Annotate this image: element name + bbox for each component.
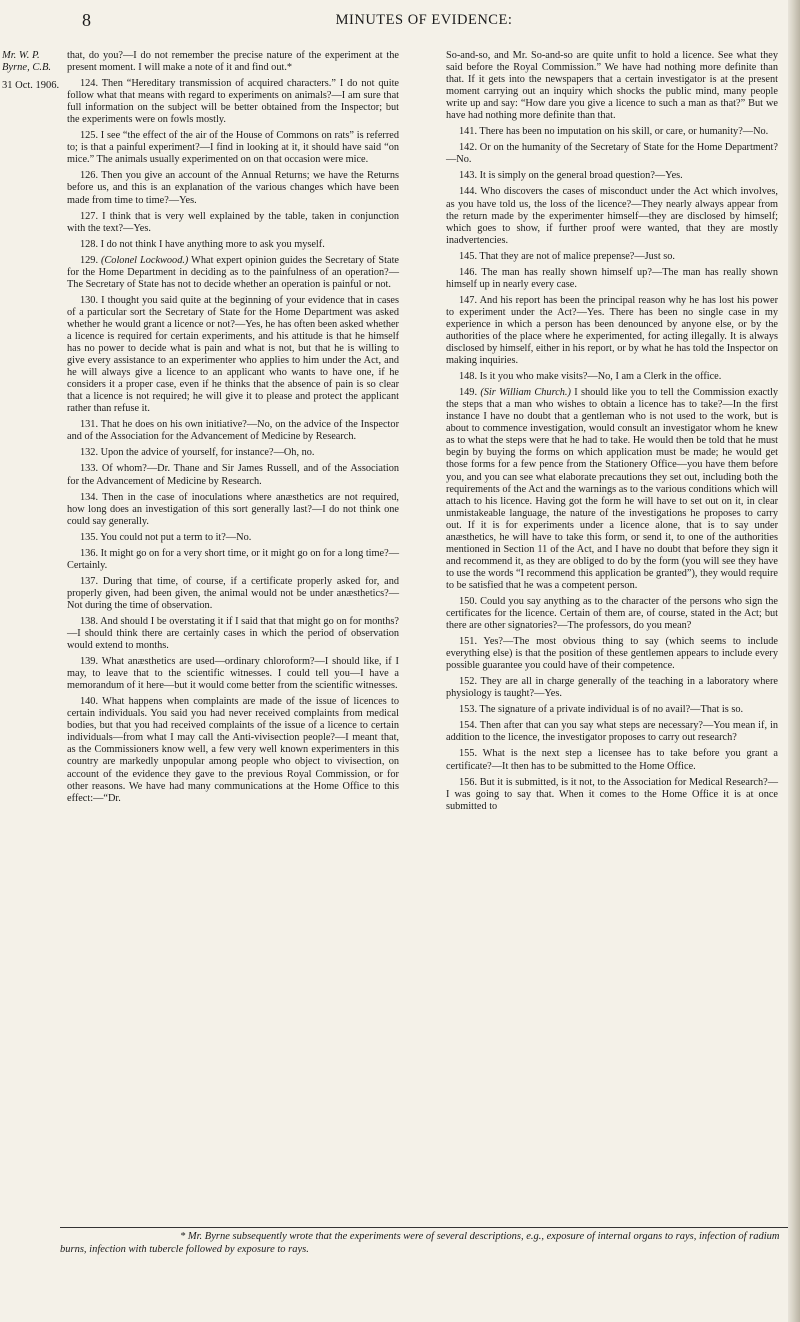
paragraph [67,239,399,251]
paragraph [446,126,778,138]
paragraph-text: What expert opinion guides the Secretary of State for the Home Department in deciding as to the painfulness of an operation?—The Secretary of State has not to decide whether an operation is painful or not. [67,254,399,290]
paragraph-text: 153. The signature of a private individual is of no avail?—That is so. [459,704,744,716]
paragraph [67,463,399,487]
speaker-name: (Colonel Lockwood.) [101,254,189,266]
paragraph [446,186,778,246]
question-number: 149. [459,387,481,399]
paragraph-text: 140. What happens when complaints are made of the issue of licences to certain individuals. You said you had never received complaints from medical bodies, but that you had received complaints of the issue of a licence to certain individuals—from what I may call the Anti-vivisection people?—I meant that, as the Commissioners know well, a few very well known experimenters in this country are markedly unpopular among people who object to vivisection, on account of the evidence they gave to the previous Royal Commission, or for other reasons. We have had many communications at the Home Office to this effect:—“Dr. [67,696,399,804]
paragraph [446,50,778,122]
paragraph-text: 141. There has been no imputation on his skill, or care, or humanity?—No. [459,126,769,138]
paragraph-text: 143. It is simply on the general broad question?—Yes. [459,170,683,182]
paragraph [67,576,399,612]
right-column [446,50,778,817]
paragraph [446,748,778,772]
page-edge [788,0,800,1322]
paragraph-text: 152. They are all in charge generally of the teaching in a laboratory where physiology is taught?—Yes. [446,676,778,700]
hearing-date: 31 Oct. 1906. [2,80,60,91]
paragraph-text: 137. During that time, of course, if a certificate properly asked for, and properly given, had been given, the animal would not be under anæsthetics?—Not during the time of observation. [67,575,399,611]
paragraph-text: 128. I do not think I have anything more to ask you myself. [80,238,325,250]
question-number: 129. [80,254,101,266]
paragraph [67,50,399,74]
paragraph-text: 131. That he does on his own initiative?—No, on the advice of the Inspector and of the Association for the Advancement of Medicine by Research. [67,419,399,443]
paragraph [67,548,399,572]
paragraph [67,130,399,166]
paragraph-text: 144. Who discovers the cases of misconduct under the Act which involves, as you have told us, the loss of the licence?—They nearly always appear from the return made by the experimenter himself—they are disclosed by himself; which goes to show, if further proof were wanted, that they are mostly inadvertencies. [446,186,778,246]
paragraph [67,656,399,692]
page-number: 8 [82,10,91,30]
paragraph [67,255,399,291]
paragraph [67,696,399,804]
paragraph [67,447,399,459]
paragraph-text: 148. Is it you who make visits?—No, I am a Clerk in the office. [459,371,722,383]
running-head: MINUTES OF EVIDENCE: [335,12,513,28]
paragraph-text: 127. I think that is very well explained by the table, taken in conjunction with the text?—Yes. [67,210,399,234]
paragraph-text: 132. Upon the advice of yourself, for instance?—Oh, no. [80,447,315,459]
paragraph [67,170,399,206]
witness-name: Mr. W. P. Byrne, C.B. [2,50,51,73]
paragraph [446,636,778,672]
paragraph-text: 154. Then after that can you say what steps are necessary?—You mean if, in addition to the licence, the investigator proposes to carry out research? [446,720,778,744]
paragraph-text: 125. I see “the effect of the air of the House of Commons on rats” is referred to; is that a painful experiment?—I find in looking at it, it should have said “on mice.” The animals usually experimented on on that occasion were mice. [67,130,399,166]
paragraph-text: 135. You could not put a term to it?—No. [80,531,252,543]
left-column [67,50,399,809]
paragraph [446,170,778,182]
paragraph-text: 136. It might go on for a very short time, or it might go on for a long time?—Certainly. [67,547,399,571]
paragraph-text: 138. And should I be overstating it if I said that that might go on for months?—I should think there are certainly cases in which the period of observation would extend to months. [67,615,399,652]
page-header [60,10,788,32]
paragraph-text: 155. What is the next step a licensee has to take before you grant a certificate?—It then has to be submitted to the Home Office. [446,748,778,772]
paragraph-text: 147. And his report has been the principal reason why he has lost his power to experiment under the Act?—Yes. There has been no single case in my experience in which a person has been denounced by anyone else, or by the authorities of the place where he experimented, for acting illegally. It is always disclosed by himself, either in his report, or by what he has told the Inspector on making inquiries. [446,294,778,367]
paragraph [67,295,399,415]
paragraph-text: 145. That they are not of malice prepense?—Just so. [459,250,675,262]
paragraph [67,532,399,544]
paragraph [446,295,778,367]
paragraph-text: 124. Then “Hereditary transmission of acquired characters.” I do not quite follow what that means with regard to experiments on animals?—I am sure that full information on the subject will be better obtained from the Inspector; but the experiments were on fowls mostly. [67,78,399,126]
paragraph-text: 130. I thought you said quite at the beginning of your evidence that in cases of a particular sort the Secretary of State for the Home Department was asked whether he would grant a licence or not?—Yes, he has often been asked whether a licence is required for certain experiments, and his attitude is that he himself has no power to decide what is pain and what is not, but that he is willing to give every assistance to an experimenter who applies to him under the Act, and he will always give a licence to an applicant who wants to have one, if he considers it a proper case, even if he thinks that the absence of pain is so clear that a licence is not required; he will give it to please and protect the applicant rather than refuse it. [67,294,399,415]
paragraph-text: 156. But it is submitted, is it not, to the Association for Medical Research?—I was going to say that. When it comes to the Home Office it is at once submitted to [446,776,778,812]
paragraph [446,704,778,716]
paragraph-text: 151. Yes?—The most obvious thing to say (which seems to include everything else) is that the position of these gentlemen appears to include every possible guarantee you could have of their competence. [446,636,778,672]
paragraph [446,676,778,700]
margin-note [2,50,66,92]
paragraph [67,211,399,235]
paragraph-text: I should like you to tell the Commission exactly the steps that a man who wishes to obtain a licence has to take?—In the first instance I have no doubt that a gentleman who is not used to the work, but is about to commence investigation, would consult an investigator whom he knew as to what the steps were that he had to take. He would then be told that he must begin by buying the forms on which application must be made; he would get those forms for a few pence from the Stationery Office—you have them before you, and you can see what elaborate precautions they set out, including both the requirements of the Act and the warnings as to the various conditions which will attach to his licence. Having got the form he will have to set out on it, in clear unmistakeable language, the nature of the investigations he proposes to carry out. If it is for experiments under a licence alone, that is to say under anæsthetics, he will have to take this form, or send it, to one of the authorities mentioned in Section 11 of the Act, and I have no doubt that before they sign it and recommend it, as they are obliged to do by the form (you will see they have to use the words “I recommend this application be granted”), they would require to be satisfied that he was a competent person. [446,387,778,591]
footnote-rule [60,1227,788,1228]
paragraph [67,419,399,443]
paragraph [67,616,399,652]
paragraph [67,492,399,528]
paragraph [446,596,778,632]
paragraph [446,777,778,813]
paragraph [446,267,778,291]
paragraph-text: 146. The man has really shown himself up?—The man has really shown himself up in nearly every case. [446,266,778,290]
paragraph-text: 139. What anæsthetics are used—ordinary chloroform?—I should like, if I may, to leave that to the scientific witnesses. I could tell you—I have a memorandum of it here—but it would come better from the scientific witnesses. [67,656,399,692]
paragraph-text: 126. Then you give an account of the Annual Returns; we have the Returns before us, and this is an explanation of the various changes which have been made from time to time?—Yes. [67,170,399,206]
paragraph [446,720,778,744]
paragraph-text: 134. Then in the case of inoculations where anæsthetics are not required, how long does an investigation of this sort generally last?—I do not think one could say generally. [67,491,399,527]
paragraph [446,251,778,263]
paragraph-text: 142. Or on the humanity of the Secretary of State for the Home Department?—No. [446,142,778,166]
paragraph-text: So-and-so, and Mr. So-and-so are quite unfit to hold a licence. See what they said before the Royal Commission.” We have had nothing more definite than that. If it gets into the newspapers that a certain investigator is at the present moment carrying out an inquiry which shocks the public mind, many people write up and say: “How dare you give a licence to such a man as that?” But we have had nothing more definite than that. [446,50,778,122]
paragraph-text: that, do you?—I do not remember the precise nature of the experiment at the present moment. I will make a note of it and find out.* [67,50,399,74]
paragraph-text: 133. Of whom?—Dr. Thane and Sir James Russell, and of the Association for the Advancement of Medicine by Research. [67,463,399,487]
paragraph [446,387,778,592]
paragraph-text: 150. Could you say anything as to the character of the persons who sign the certificates for the licence. Certain of them are, of course, stated in the Act; but there are other signatories?—The professors, do you mean? [446,595,778,632]
footnote: * Mr. Byrne subsequently wrote that the experiments were of several descriptions, e.g., exposure of internal organs to rays, infection of radium burns, infection with tubercle followed by exposure to rays. [60,1231,780,1255]
speaker-name: (Sir William Church.) [480,387,571,399]
paragraph [446,142,778,166]
paragraph [67,78,399,126]
paragraph [446,371,778,383]
